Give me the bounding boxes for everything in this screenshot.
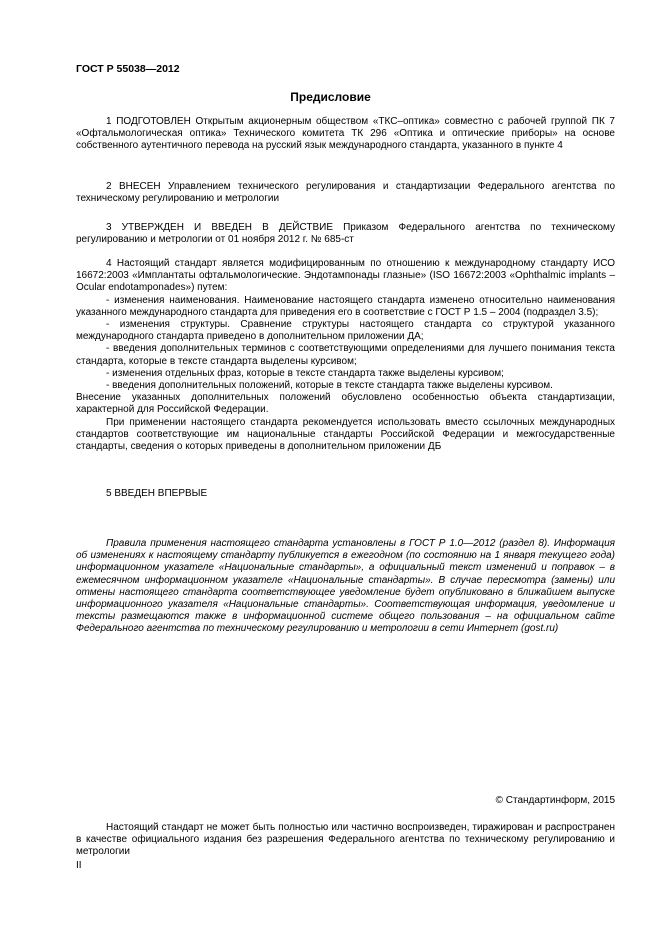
- page-number: II: [76, 860, 82, 871]
- section-4-item: - введения дополнительных терминов с соответствующими определениями для лучшего понимания текста стандарта, которые в тексте стандарта выделены курсивом;: [76, 343, 615, 367]
- section-4-item: - изменения отдельных фраз, которые в тексте стандарта также выделены курсивом;: [106, 367, 504, 379]
- section-3-text: 3 УТВЕРЖДЕН И ВВЕДЕН В ДЕЙСТВИЕ Приказом Федерального агентства по техническому регулированию и метрологии от 01 ноября 2012 г. № 685-ст: [76, 222, 615, 246]
- rules-notice: [76, 538, 615, 636]
- section-4-item: - введения дополнительных положений, которые в тексте стандарта также выделены курсивом.: [106, 380, 553, 392]
- copyright: © Стандартинформ, 2015: [495, 795, 615, 806]
- page-title: Предисловие: [290, 90, 371, 104]
- section-4-note: Внесение указанных дополнительных положений обусловлено особенностью объекта стандартизации, характерной для Российской Федерации.: [76, 392, 615, 416]
- section-3: [76, 222, 615, 246]
- section-2-text: 2 ВНЕСЕН Управлением технического регулирования и стандартизации Федерального агентства по техническому регулированию и метрологии: [76, 181, 615, 205]
- section-5-text: 5 ВВЕДЕН ВПЕРВЫЕ: [106, 488, 208, 499]
- standard-id: ГОСТ Р 55038—2012: [76, 63, 180, 75]
- section-4-item: - изменения структуры. Сравнение структуры настоящего стандарта со структурой указанного международного стандарта приведено в дополнительном приложении ДА;: [76, 319, 615, 343]
- section-4-intro: 4 Настоящий стандарт является модифицированным по отношению к международному стандарту ИСО 16672:2003 «Имплантаты офтальмологические. Эндотампонады глазные» (ISO 16672:2003 «Ophthalmic implants – Ocular endotamponades») путем:: [76, 258, 615, 294]
- reproduction-notice-text: Настоящий стандарт не может быть полностью или частично воспроизведен, тиражирован и распространен в качестве официального издания без разрешения Федерального агентства по техническому регулированию и метрологии: [76, 822, 615, 858]
- section-4: [76, 258, 615, 453]
- section-1-text: 1 ПОДГОТОВЛЕН Открытым акционерным обществом «ТКС–оптика» совместно с рабочей группой ПК 7 «Офтальмологическая оптика» Технического комитета ТК 296 «Оптика и оптические приборы» на основе собственного аутентичного перевода на русский язык международного стандарта, указанного в пункте 4: [76, 116, 615, 152]
- reproduction-notice: [76, 822, 615, 859]
- section-1: [76, 116, 615, 153]
- section-2: [76, 181, 615, 205]
- section-4-item: - изменения наименования. Наименование настоящего стандарта изменено относительно наименования указанного международного стандарта для приведения его в соответствие с ГОСТ Р 1.5 – 2004 (подраздел 3.5);: [76, 294, 615, 318]
- rules-notice-text: Правила применения настоящего стандарта установлены в ГОСТ Р 1.0—2012 (раздел 8). Информация об изменениях к настоящему стандарту публикуется в ежегодном (по состоянию на 1 января текущего года) информационном указателе «Национальные стандарты», а официальный текст изменений и поправок – в ежемесячном информационном указателе «Национальные стандарты». В случае пересмотра (замены) или отмены настоящего стандарта соответствующее уведомление будет опубликовано в ближайшем выпуске информационного указателя «Национальные стандарты». Соответствующая информация, уведомление и тексты размещаются также в информационной системе общего пользования – на официальном сайте Федерального агентства по техническому регулированию и метрологии в сети Интернет (gost.ru): [76, 538, 615, 635]
- section-5: [76, 488, 615, 500]
- section-4-usage: При применении настоящего стандарта рекомендуется использовать вместо ссылочных международных стандартов соответствующие им национальные стандарты Российской Федерации и межгосударственные стандарты, сведения о которых приведены в дополнительном приложении ДБ: [76, 416, 615, 453]
